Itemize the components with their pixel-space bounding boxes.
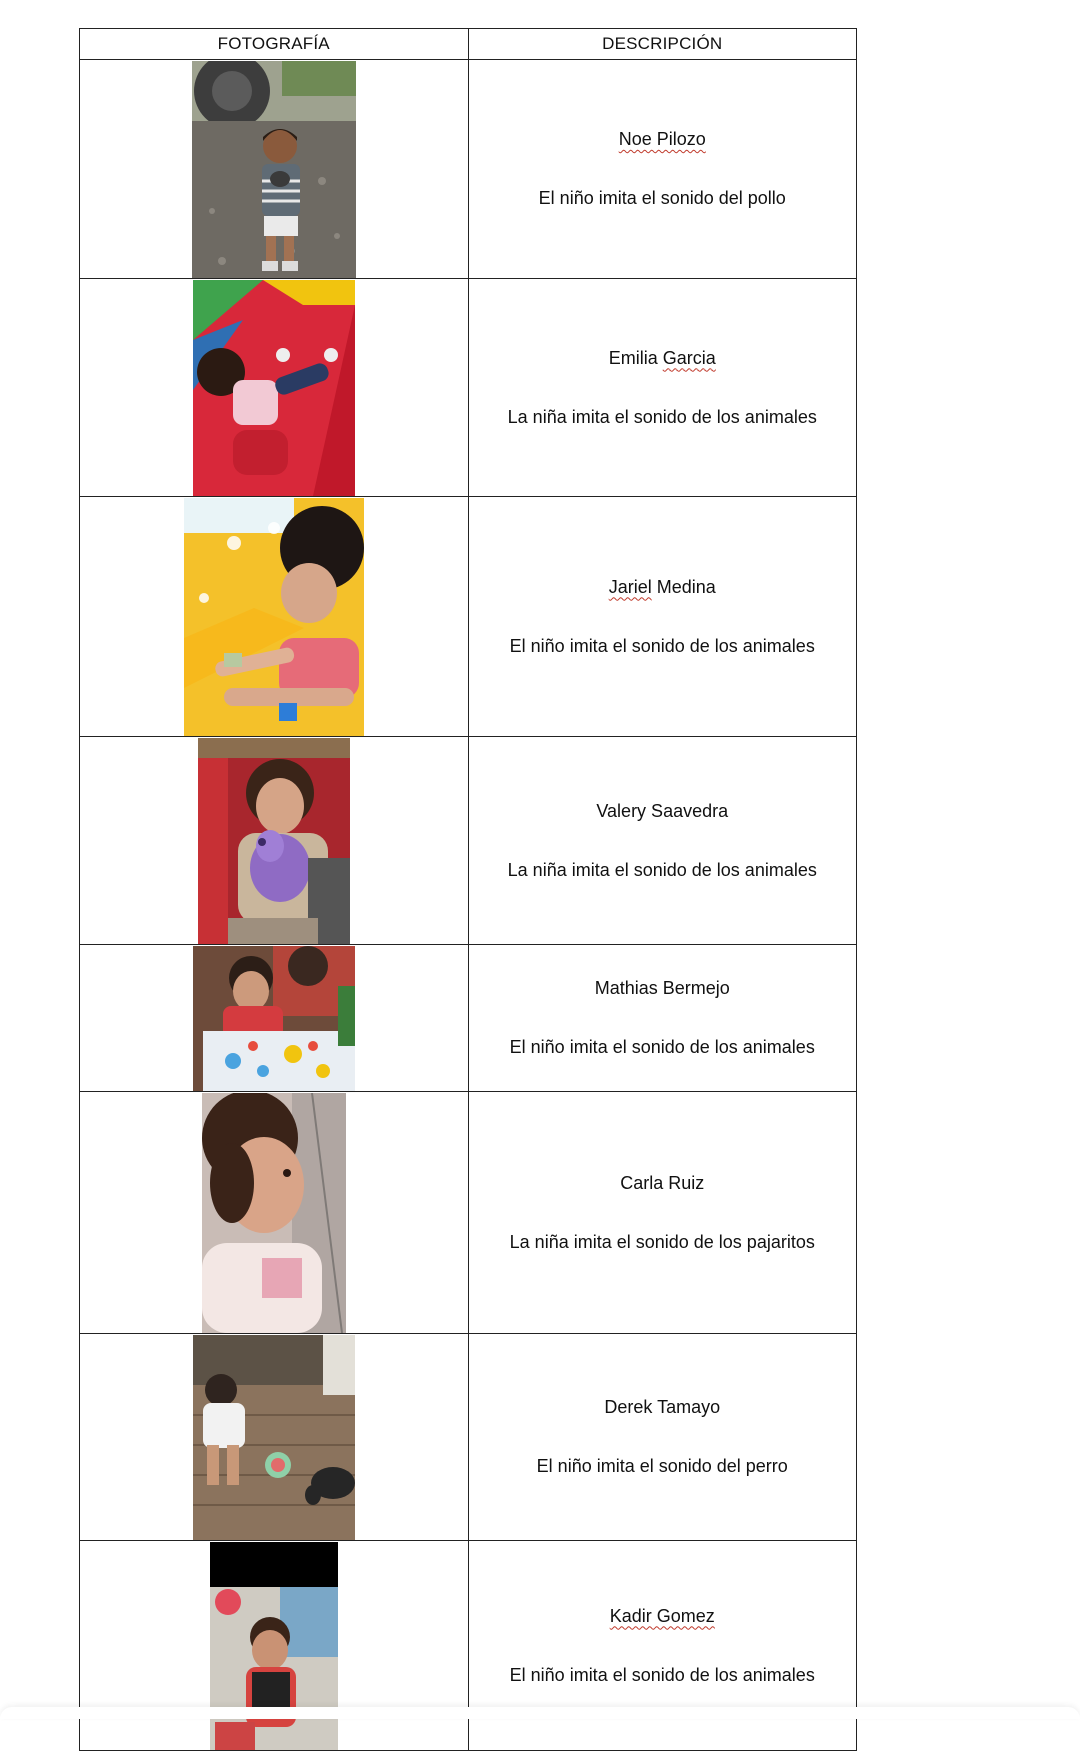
table-row [80,497,857,737]
child-name: Derek Tamayo [604,1397,721,1417]
child-photo-1 [192,61,356,278]
child-description: El niño imita el sonido del pollo [538,188,786,208]
child-description: La niña imita el sonido de los animales [507,859,817,880]
photo-cell [80,1541,469,1751]
photo-cell [80,737,469,945]
child-photo-7 [193,1335,355,1540]
table-header-row [80,29,857,60]
description-cell [468,1334,857,1541]
photo-cell [80,60,469,279]
photo-cell [80,497,469,737]
child-name: Emilia Garcia [608,347,716,368]
table-row [80,737,857,945]
child-photo-2 [193,280,355,496]
description-cell [468,497,857,737]
photo-cell [80,1334,469,1541]
table-row [80,1541,857,1751]
children-activity-table [79,28,857,1751]
child-description: El niño imita el sonido de los animales [509,1664,815,1685]
child-description: La niña imita el sonido de los pajaritos [509,1231,815,1252]
table-row [80,60,857,279]
description-cell [468,1092,857,1334]
child-photo-5 [193,946,355,1091]
child-description: El niño imita el sonido de los animales [509,1037,815,1057]
description-cell [468,1541,857,1751]
table-row [80,279,857,497]
table-row [80,1092,857,1334]
description-cell [468,945,857,1092]
child-name: Jariel Medina [608,576,716,597]
child-photo-6 [202,1093,346,1333]
child-name: Carla Ruiz [620,1172,705,1193]
description-cell [468,737,857,945]
child-description: La niña imita el sonido de los animales [507,406,817,427]
page-bottom-edge [0,1707,1080,1719]
child-name: Kadir Gomez [609,1605,715,1626]
photo-cell [80,279,469,497]
child-description: El niño imita el sonido de los animales [509,635,815,656]
child-name: Mathias Bermejo [594,978,730,998]
photo-cell [80,1092,469,1334]
description-cell [468,60,857,279]
table-row [80,945,857,1092]
child-photo-4 [198,738,350,944]
child-description: El niño imita el sonido del perro [536,1456,788,1476]
child-name: Valery Saavedra [596,800,729,821]
child-photo-3 [184,498,364,736]
header-photo: FOTOGRAFÍA [80,29,469,60]
child-name: Noe Pilozo [618,129,706,149]
description-cell [468,279,857,497]
table-row [80,1334,857,1541]
photo-cell [80,945,469,1092]
header-description: DESCRIPCIÓN [468,29,857,60]
